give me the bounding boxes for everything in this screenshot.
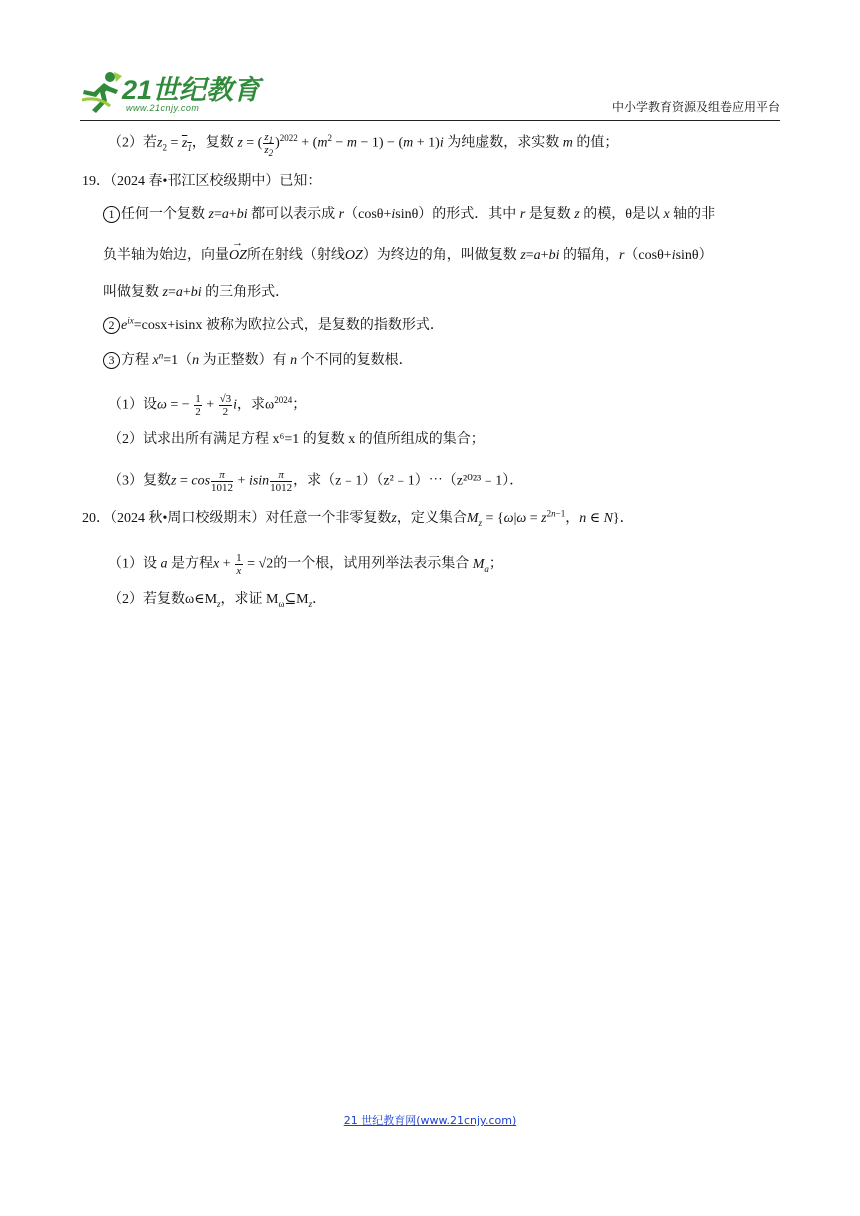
platform-title: 中小学教育资源及组卷应用平台	[611, 100, 780, 114]
q19-part1: （1）设ω = − $\frac{1}{2}$ + $\frac{√3}{2}$ i，求$\omega^{2024}$；	[108, 393, 307, 418]
q19-condition-1: 1 任何一个复数 z=a+bi 都可以表示成 r（cosθ+isinθ）的形式．其中 r 是复数 z 的模，θ是以 x 轴的非	[103, 205, 715, 225]
logo	[80, 66, 270, 118]
fraction: $\frac{\pi}{1012}$	[270, 469, 293, 494]
vector-oz: → OZ	[229, 246, 247, 266]
q19-condition-2: 2 $e^{ix}=\cos x+isinx$ 被称为欧拉公式，是复数的指数形式．	[103, 316, 444, 336]
q19-condition-1-cont: 负半轴为始边，向量→ OZ所在射线（射线OZ）为终边的角，叫做复数 z=a+bi 的辐角，r（cosθ+isinθ）	[103, 246, 713, 266]
fraction: $\frac{z_1}{z_2}$	[264, 131, 274, 159]
q19-title: 19．（2024 春•邗江区校级期中）已知：	[82, 174, 322, 189]
q19-condition-3: 3 方程 $x^n=1(n$ 为正整数）有 n 个不同的复数根．	[103, 351, 413, 371]
circled-2: 2	[103, 317, 120, 334]
logo-url: www.21cnjy.com	[126, 103, 200, 113]
logo-text: 21世纪教育	[122, 75, 261, 105]
q19-condition-1-end: 叫做复数 z=a+bi 的三角形式．	[103, 285, 290, 300]
fraction: $\frac{1}{2}$	[195, 393, 201, 418]
q20-part1: （1）设 a 是方程x + $\frac{1}{x}$ = √2的一个根，试用列举法表示集合 $M_a$；	[108, 552, 503, 577]
runner-logo-icon	[80, 70, 124, 116]
q18-part2: （2）若$z_2 = z_1$，复数 z = ( $\frac{z_1}{z_2}$ )$^{2022} + (m^2 - m - 1) - (m + 1)i$ 为纯虚数，求实数 m 的值；	[108, 131, 619, 159]
page-header	[80, 66, 780, 120]
circled-3: 3	[103, 352, 120, 369]
page-footer	[0, 1112, 860, 1128]
header-divider	[80, 120, 780, 121]
q19-part2: （2）试求出所有满足方程 x⁶=1 的复数 x 的值所组成的集合；	[108, 432, 485, 447]
fraction: $\frac{\pi}{1012}$	[211, 469, 234, 494]
footer-link[interactable]: 21 世纪教育网(www.21cnjy.com)	[343, 1114, 517, 1127]
fraction: $\frac{1}{x}$	[236, 552, 242, 577]
fraction: $\frac{√3}{2}$	[219, 393, 232, 418]
q20-title: 20．（2024 秋•周口校级期末）对任意一个非零复数z，定义集合$M_z = \{\omega|\omega = z^{2n-1}$，n ∈ N}．	[82, 508, 634, 528]
circled-1: 1	[103, 206, 120, 223]
q19-part3: （3）复数z = cos $\frac{\pi}{1012}$ + isin $\frac{\pi}{1012}$ ，求（z﹣1）（z²﹣1）⋯（z²⁰²³﹣1）．	[108, 469, 524, 494]
q20-part2: （2）若复数$\omega\in M_z$，求证 $M_\omega⊆M_z$．	[108, 592, 327, 609]
